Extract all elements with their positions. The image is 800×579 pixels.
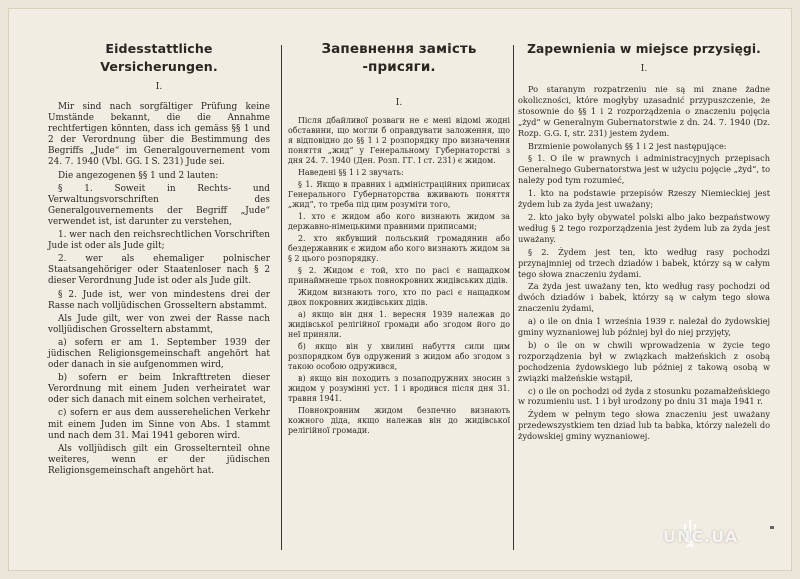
german-paragraph: Als volljüdisch gilt ein Grosselternteil ohne weiteres, wenn er der jüdischen Religionsgemeinschaft angehört hat. — [48, 443, 270, 476]
german-section-number: I. — [155, 82, 163, 92]
german-paragraph: c) sofern er aus dem ausserehelichen Verkehr mit einem Juden im Sinne von Abs. 1 stammt und nach dem 31. Mai 1941 geboren wird. — [48, 408, 270, 441]
ukrainian-title-line2: -присяги. — [362, 59, 436, 75]
ink-mark — [770, 526, 774, 529]
german-paragraph: § 1. Soweit in Rechts- und Verwaltungsvorschriften des Generalgouvernements der Begriff „Jude“ verwendet ist, ist darunter zu verstehen, — [48, 183, 270, 227]
ukrainian-title-line1: Запевнення замість — [321, 41, 477, 57]
german-paragraph: 2. wer als ehemaliger polnischer Staatsangehöriger oder Staatenloser nach § 2 dieser Verordnung Jude ist oder als Jude gilt. — [48, 254, 270, 287]
polish-paragraph: Brzmienie powołanych §§ 1 i 2 jest następujące: — [528, 140, 727, 151]
german-paragraph: Mir sind nach sorgfältiger Prüfung keine Umstände bekannt, die die Annahme rechtfertigen könnten, dass ich gemäss §§ 1 und 2 der Verordnung über die Bestimmung des Begriffs „Jude“ im Generalgouvernement vom 24. 7. 1940 (Vbl. GG. I S. 231) Jude sei. — [48, 102, 270, 168]
ukrainian-paragraph: 2. хто якбувший польський громадянин або бездержавник є жидом або кого визнають жидом за § 2 цього розпорядку. — [288, 234, 510, 263]
ukrainian-paragraph: б) якщо він у хвилині набуття сили цим розпорядком був одружений з жидом або згодом з такою особою одружився, — [288, 342, 510, 371]
polish-paragraph: Za żyda jest uważany ten, kto według rasy pochodzi od dwóch dziadów i babek, którzy są w całym tego słowa znaczeniu żydami, — [518, 281, 770, 314]
polish-paragraph: c) o ile on pochodzi od żyda z stosunku pozamałżeńskiego w rozumieniu ust. 1 i był urodzony po dniu 31 maja 1941 r. — [518, 385, 770, 407]
polish-paragraph: § 1. O ile w prawnych i administracyjnych przepisach Generalnego Gubernatorstwa jest w użyciu pojęcie „żyd“, to należy pod tym rozumieć, — [518, 153, 770, 186]
german-paragraph: b) sofern er beim Inkrafttreten dieser Verordnung mit einem Juden verheiratet war oder sich danach mit einem solchen verheiratet, — [48, 373, 270, 406]
german-paragraph: Als Jude gilt, wer von zwei der Rasse nach volljüdischen Grosseltern abstammt, — [48, 313, 270, 335]
german-paragraph: 1. wer nach den reichsrechtlichen Vorschriften Jude ist oder als Jude gilt; — [48, 230, 270, 252]
watermark-text: UNC.UA — [663, 527, 739, 546]
polish-column — [518, 40, 770, 559]
column-divider-left — [281, 45, 282, 550]
polish-section-number: I. — [640, 64, 648, 74]
column-divider-right — [513, 45, 514, 550]
ukrainian-paragraph: а) якщо він дня 1. вересня 1939 належав до жидівської релігійної громади або згодом його до неї приняли. — [288, 310, 510, 339]
ukrainian-paragraph: Після дбайливої розваги не є мені відомі жодні обставини, що могли б оправдувати заложення, що я відповідно до §§ 1 і 2 розпорядку про визначення поняття „жид“ у Генеральному Губернаторстві з дня 24. 7. 1940 (Ден. Розп. ГГ. I ст. 231) є жидом. — [288, 116, 510, 165]
ukrainian-paragraph: 1. хто є жидом або кого визнають жидом за державно-німецькими правними приписами; — [288, 212, 510, 231]
german-column — [48, 40, 270, 559]
german-paragraph: § 2. Jude ist, wer von mindestens drei der Rasse nach volljüdischen Grosseltern abstammt. — [48, 289, 270, 311]
polish-paragraph: b) o ile on w chwili wprowadzenia w życie tego rozporządzenia był w związkach małżeńskich z osobą pochodzenia żydowskiego lub później z takową osobą w związki małżeńskie wstąpił, — [518, 339, 770, 383]
ukrainian-paragraph: § 2. Жидом є той, хто по расі є нащадком принаймнеше трьох повнокровних жидівських дідів. — [288, 266, 510, 285]
german-paragraph: a) sofern er am 1. September 1939 der jüdischen Religionsgemeinschaft angehört hat oder danach in sie aufgenommen wird, — [48, 337, 270, 371]
polish-paragraph: a) o ile on dnia 1 września 1939 r. należał do żydowskiej gminy wyznaniowej lub później był do niej przyjęty, — [518, 316, 770, 338]
ukrainian-paragraph: Наведені §§ 1 і 2 звучать: — [298, 168, 404, 177]
ukrainian-section-number: I. — [395, 98, 403, 108]
polish-paragraph: Żydem w pełnym tego słowa znaczeniu jest uważany przedewszystkiem ten dziad lub ta babka, którzy należeli do żydowskiej gminy wyznaniowej. — [518, 409, 770, 442]
ukrainian-paragraph: Повнокровним жидом безпечно визнають кожного діда, якщо належав він до жидівської релігійної громади. — [288, 406, 510, 435]
polish-paragraph: Po staranym rozpatrzeniu nie są mi znane żadne okoliczności, które mogłyby uzasadnić przypuszczenie, że stosownie do §§ 1 i 2 rozporządzenia o znaczeniu pojęcia „żyd“ w Generalnym Gubernatorstwie z dn. 24. 7. 1940 (Dz. Rozp. G.G. I, str. 231) jestem żydem. — [518, 84, 770, 138]
ukrainian-paragraph: Жидом визнають того, хто по расі є нащадком двох покровних жидівських дідів. — [288, 288, 510, 307]
polish-title: Zapewnienia w miejsce przysięgi. — [527, 42, 761, 56]
german-paragraph: Die angezogenen §§ 1 und 2 lauten: — [58, 170, 219, 181]
german-title: Eidesstattliche Versicherungen. — [100, 41, 218, 74]
ukrainian-paragraph: § 1. Якщо в правних і адміністраційних приписах Генерального Губернаторства вживають поняття „жид“, то треба під цим розуміти того, — [288, 180, 510, 209]
ukrainian-column — [288, 40, 510, 559]
polish-paragraph: § 2. Żydem jest ten, kto według rasy pochodzi przynajmniej od trzech dziadów i babek, którzy są w całym tego słowa znaczeniu żydami. — [518, 246, 770, 279]
ukrainian-paragraph: в) якщо він походить з позаподружних зносин з жидом у розумінні уст. 1 і вродився після дня 31. травня 1941. — [288, 374, 510, 403]
polish-paragraph: 2. kto jako były obywatel polski albo jako bezpaństwowy według § 2 tego rozporządzenia jest żydem lub za żyda jest uważany. — [518, 211, 770, 244]
polish-paragraph: 1. kto na podstawie przepisów Rzeszy Niemieckiej jest żydem lub za żyda jest uważany; — [518, 188, 770, 210]
